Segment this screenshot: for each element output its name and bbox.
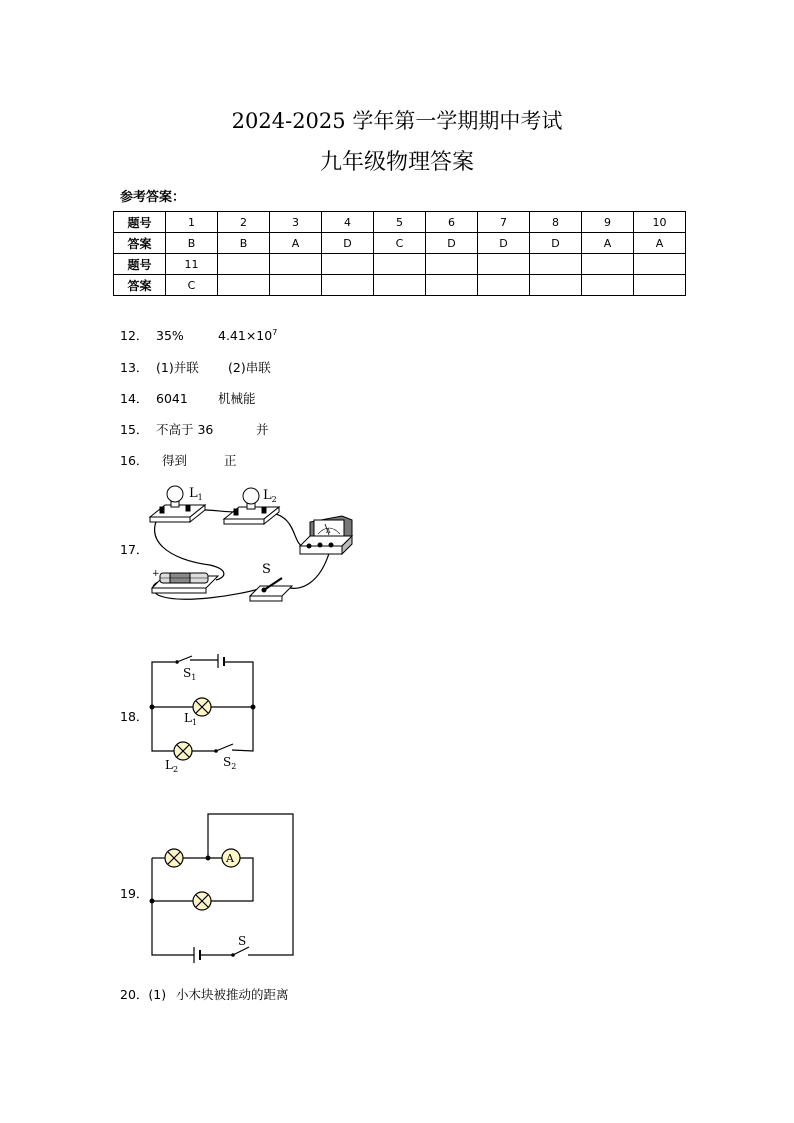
table-cell: 10 [634,212,686,233]
row-header-cell: 答案 [114,275,166,296]
label-S: S [238,934,247,948]
label-S1: $S_1$ [183,666,197,682]
table-cell: C [166,275,218,296]
table-cell: 11 [166,254,218,275]
wire [152,858,194,955]
answer-part-b: 正 [224,453,237,468]
answer-part-b: 4.41×10 [218,328,273,343]
question-19-number: 19． [120,886,149,901]
question-number: 13． [120,360,149,375]
answer-exponent: 7 [272,327,278,337]
exam-title: 2024-2025 学年第一学期期中考试 [231,109,563,133]
question-number: 14． [120,391,149,406]
table-cell: 5 [374,212,426,233]
row-header-cell: 题号 [114,254,166,275]
table-cell: A [582,233,634,254]
label-S2: $S_2$ [223,755,237,771]
question-number: 20．(1) [120,987,167,1002]
label-L1: $L_1$ [189,486,203,502]
answer-part-a: 不高于 36 [156,422,214,437]
table-cell: 3 [270,212,322,233]
table-cell: D [478,233,530,254]
row-header-cell: 答案 [114,233,166,254]
table-cell: 4 [322,212,374,233]
switch-S-blade [233,947,249,955]
question-number: 15． [120,422,149,437]
answer-part-b: 并 [256,422,269,437]
exam-subtitle: 九年级物理答案 [319,150,474,175]
table-cell: 6 [426,212,478,233]
table-cell: 2 [218,212,270,233]
table-cell: 9 [582,212,634,233]
ammeter-label: A [326,528,331,535]
table-cell: B [218,233,270,254]
label-L2: $L_2$ [263,488,277,504]
label-S: S [262,562,271,577]
label-L2: $L_2$ [165,758,179,774]
table-cell: 8 [530,212,582,233]
question-18-number: 18． [120,709,149,724]
table-cell: B [166,233,218,254]
question-number: 16． [120,453,149,468]
ammeter-label: A [226,852,234,865]
battery-plus-label: + [152,569,160,579]
lamp-top [165,849,183,867]
answer-part-b: (2)串联 [228,360,271,375]
answer-part-a: (1)并联 [156,360,199,375]
row-header-cell: 题号 [114,212,166,233]
table-cell: D [530,233,582,254]
answer-part-a: 得到 [162,453,188,468]
answer-part-a: 小木块被推动的距离 [176,987,289,1002]
wire [208,814,293,955]
lamp-bottom [193,892,211,910]
table-cell: C [374,233,426,254]
table-cell: A [270,233,322,254]
table-cell: D [426,233,478,254]
switch-pivot [231,953,235,957]
table-cell: D [322,233,374,254]
junction-dot [206,856,211,861]
question-17-number: 17． [120,542,149,557]
answer-part-a: 6041 [156,391,188,406]
junction-dot [150,899,155,904]
reference-answer-label: 参考答案： [120,190,186,205]
answer-part-b: 机械能 [218,391,256,406]
table-cell: A [634,233,686,254]
table-cell: 1 [166,212,218,233]
question-number: 12． [120,328,149,343]
label-L1: $L_1$ [184,711,198,727]
answer-part-a: 35% [156,328,184,343]
table-cell: 7 [478,212,530,233]
